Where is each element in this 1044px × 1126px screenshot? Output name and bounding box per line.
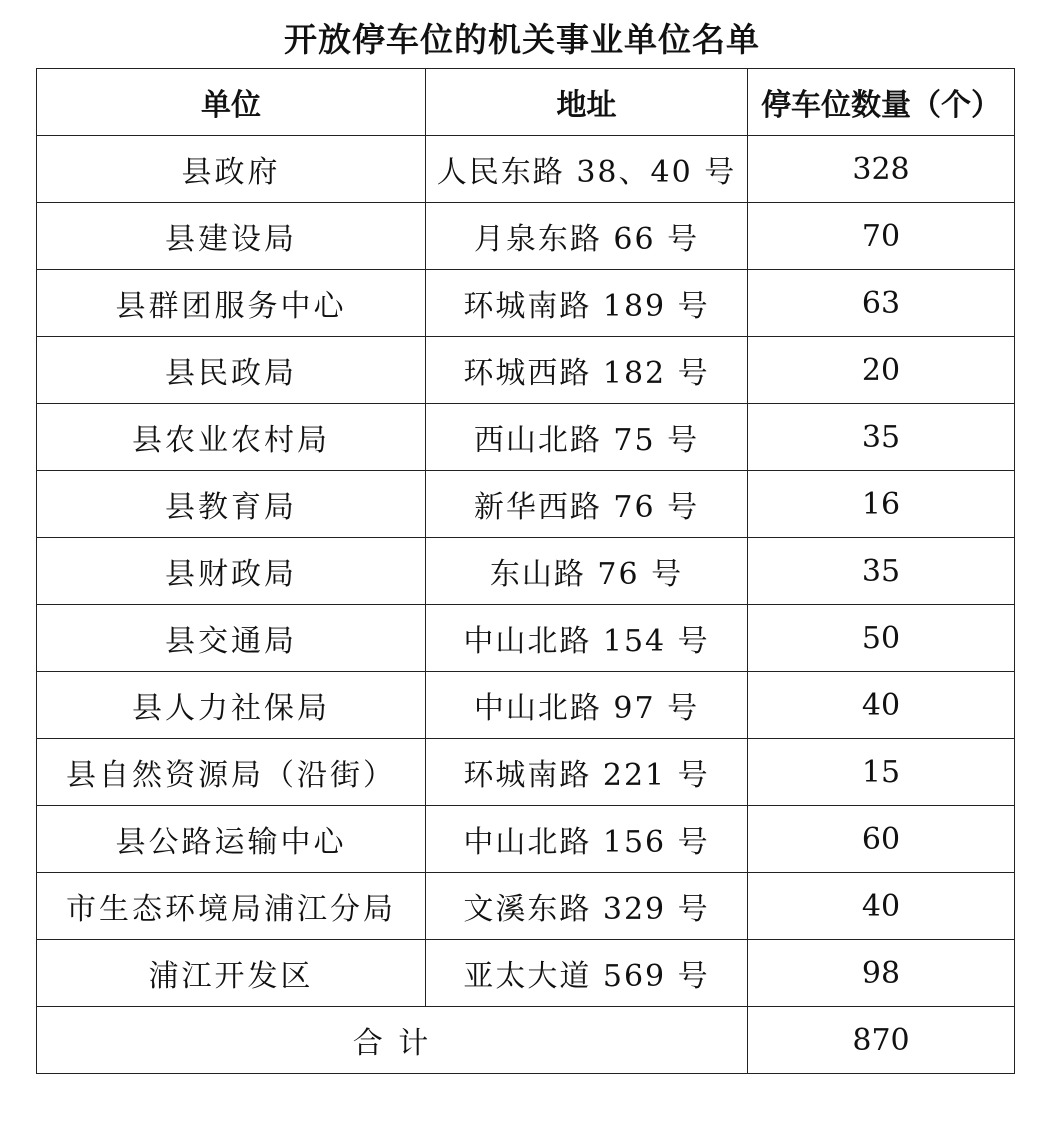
table-row bbox=[37, 806, 1015, 873]
unit-cell: 县公路运输中心 bbox=[37, 806, 426, 873]
table-row bbox=[37, 404, 1015, 471]
total-count-cell: 870 bbox=[748, 1007, 1015, 1074]
parking-count-cell: 40 bbox=[748, 873, 1015, 940]
address-cell: 中山北路 156 号 bbox=[426, 806, 748, 873]
column-header-address: 地址 bbox=[426, 69, 748, 136]
table-row bbox=[37, 605, 1015, 672]
address-cell: 东山路 76 号 bbox=[426, 538, 748, 605]
parking-count-cell: 35 bbox=[748, 404, 1015, 471]
table-row bbox=[37, 538, 1015, 605]
parking-count-cell: 15 bbox=[748, 739, 1015, 806]
column-header-parking-count: 停车位数量（个） bbox=[748, 69, 1015, 136]
address-cell: 环城南路 221 号 bbox=[426, 739, 748, 806]
table-row bbox=[37, 471, 1015, 538]
unit-cell: 县人力社保局 bbox=[37, 672, 426, 739]
table-row bbox=[37, 739, 1015, 806]
unit-cell: 县自然资源局（沿街） bbox=[37, 739, 426, 806]
table-row bbox=[37, 270, 1015, 337]
parking-count-cell: 50 bbox=[748, 605, 1015, 672]
address-cell: 环城南路 189 号 bbox=[426, 270, 748, 337]
parking-count-cell: 60 bbox=[748, 806, 1015, 873]
address-cell: 月泉东路 66 号 bbox=[426, 203, 748, 270]
unit-cell: 县建设局 bbox=[37, 203, 426, 270]
parking-count-cell: 70 bbox=[748, 203, 1015, 270]
unit-cell: 县财政局 bbox=[37, 538, 426, 605]
address-cell: 中山北路 97 号 bbox=[426, 672, 748, 739]
address-cell: 西山北路 75 号 bbox=[426, 404, 748, 471]
table-row bbox=[37, 940, 1015, 1007]
table-row bbox=[37, 672, 1015, 739]
table-header-row bbox=[37, 69, 1015, 136]
address-cell: 中山北路 154 号 bbox=[426, 605, 748, 672]
unit-cell: 县政府 bbox=[37, 136, 426, 203]
table-row bbox=[37, 337, 1015, 404]
address-cell: 亚太大道 569 号 bbox=[426, 940, 748, 1007]
parking-count-cell: 35 bbox=[748, 538, 1015, 605]
unit-cell: 县民政局 bbox=[37, 337, 426, 404]
unit-cell: 市生态环境局浦江分局 bbox=[37, 873, 426, 940]
parking-count-cell: 98 bbox=[748, 940, 1015, 1007]
parking-count-cell: 20 bbox=[748, 337, 1015, 404]
address-cell: 文溪东路 329 号 bbox=[426, 873, 748, 940]
address-cell: 人民东路 38、40 号 bbox=[426, 136, 748, 203]
unit-cell: 县群团服务中心 bbox=[37, 270, 426, 337]
parking-count-cell: 63 bbox=[748, 270, 1015, 337]
address-cell: 新华西路 76 号 bbox=[426, 471, 748, 538]
parking-count-cell: 328 bbox=[748, 136, 1015, 203]
table-row bbox=[37, 203, 1015, 270]
total-row bbox=[37, 1007, 1015, 1074]
parking-count-cell: 16 bbox=[748, 471, 1015, 538]
unit-cell: 县农业农村局 bbox=[37, 404, 426, 471]
address-cell: 环城西路 182 号 bbox=[426, 337, 748, 404]
table-row bbox=[37, 873, 1015, 940]
total-label-cell: 合 计 bbox=[37, 1007, 748, 1074]
table-row bbox=[37, 136, 1015, 203]
parking-count-cell: 40 bbox=[748, 672, 1015, 739]
unit-cell: 县教育局 bbox=[37, 471, 426, 538]
page-title: 开放停车位的机关事业单位名单 bbox=[284, 20, 760, 59]
unit-cell: 浦江开发区 bbox=[37, 940, 426, 1007]
parking-unit-table bbox=[36, 68, 1015, 1074]
column-header-unit: 单位 bbox=[37, 69, 426, 136]
unit-cell: 县交通局 bbox=[37, 605, 426, 672]
